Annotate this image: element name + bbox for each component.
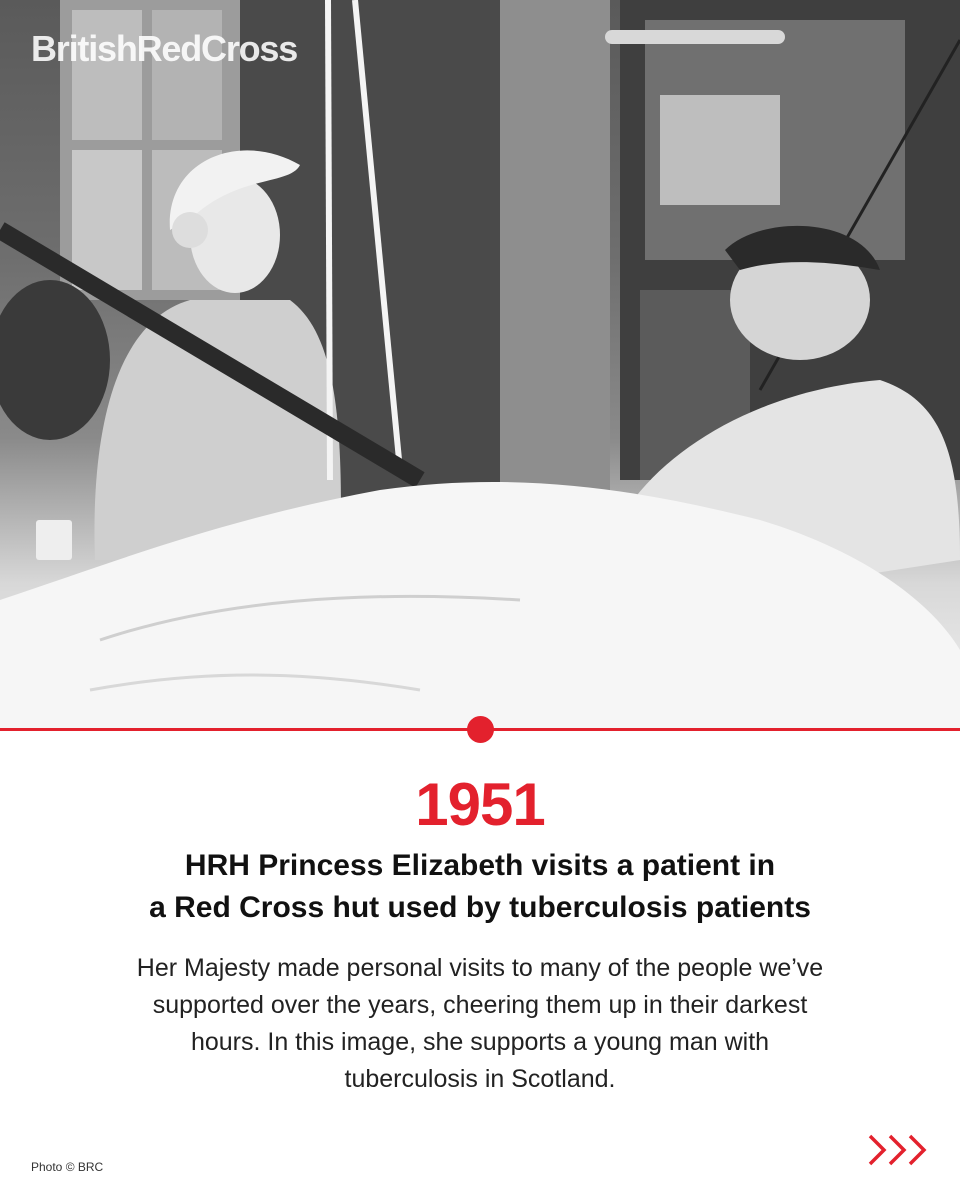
body-line-3: hours. In this image, she supports a young man with [190, 1028, 770, 1056]
headline-line-2: a Red Cross hut used by tuberculosis patients [149, 891, 811, 924]
british-red-cross-logo [31, 28, 297, 70]
headline-line-1: HRH Princess Elizabeth visits a patient in [184, 849, 776, 882]
next-slide-button[interactable] [866, 1130, 932, 1170]
year-heading: 1951 [415, 771, 545, 838]
logo-part-1: British [31, 28, 137, 69]
cup [36, 520, 72, 560]
body-line-2: supported over the years, cheering them up in their darkest [152, 991, 808, 1019]
body-line-4: tuberculosis in Scotland. [344, 1065, 616, 1093]
body-paragraph [80, 950, 880, 1098]
body-line-1: Her Majesty made personal visits to many of the people we’ve [136, 954, 824, 982]
rope-left [328, 0, 330, 480]
headline [60, 845, 900, 929]
overhead-bar [605, 30, 785, 44]
photo-credit: Photo © BRC [31, 1160, 104, 1174]
triple-chevron-right-icon [866, 1130, 932, 1170]
timeline-marker [467, 716, 494, 743]
logo-part-2: RedCross [136, 28, 298, 69]
plant [0, 280, 110, 440]
